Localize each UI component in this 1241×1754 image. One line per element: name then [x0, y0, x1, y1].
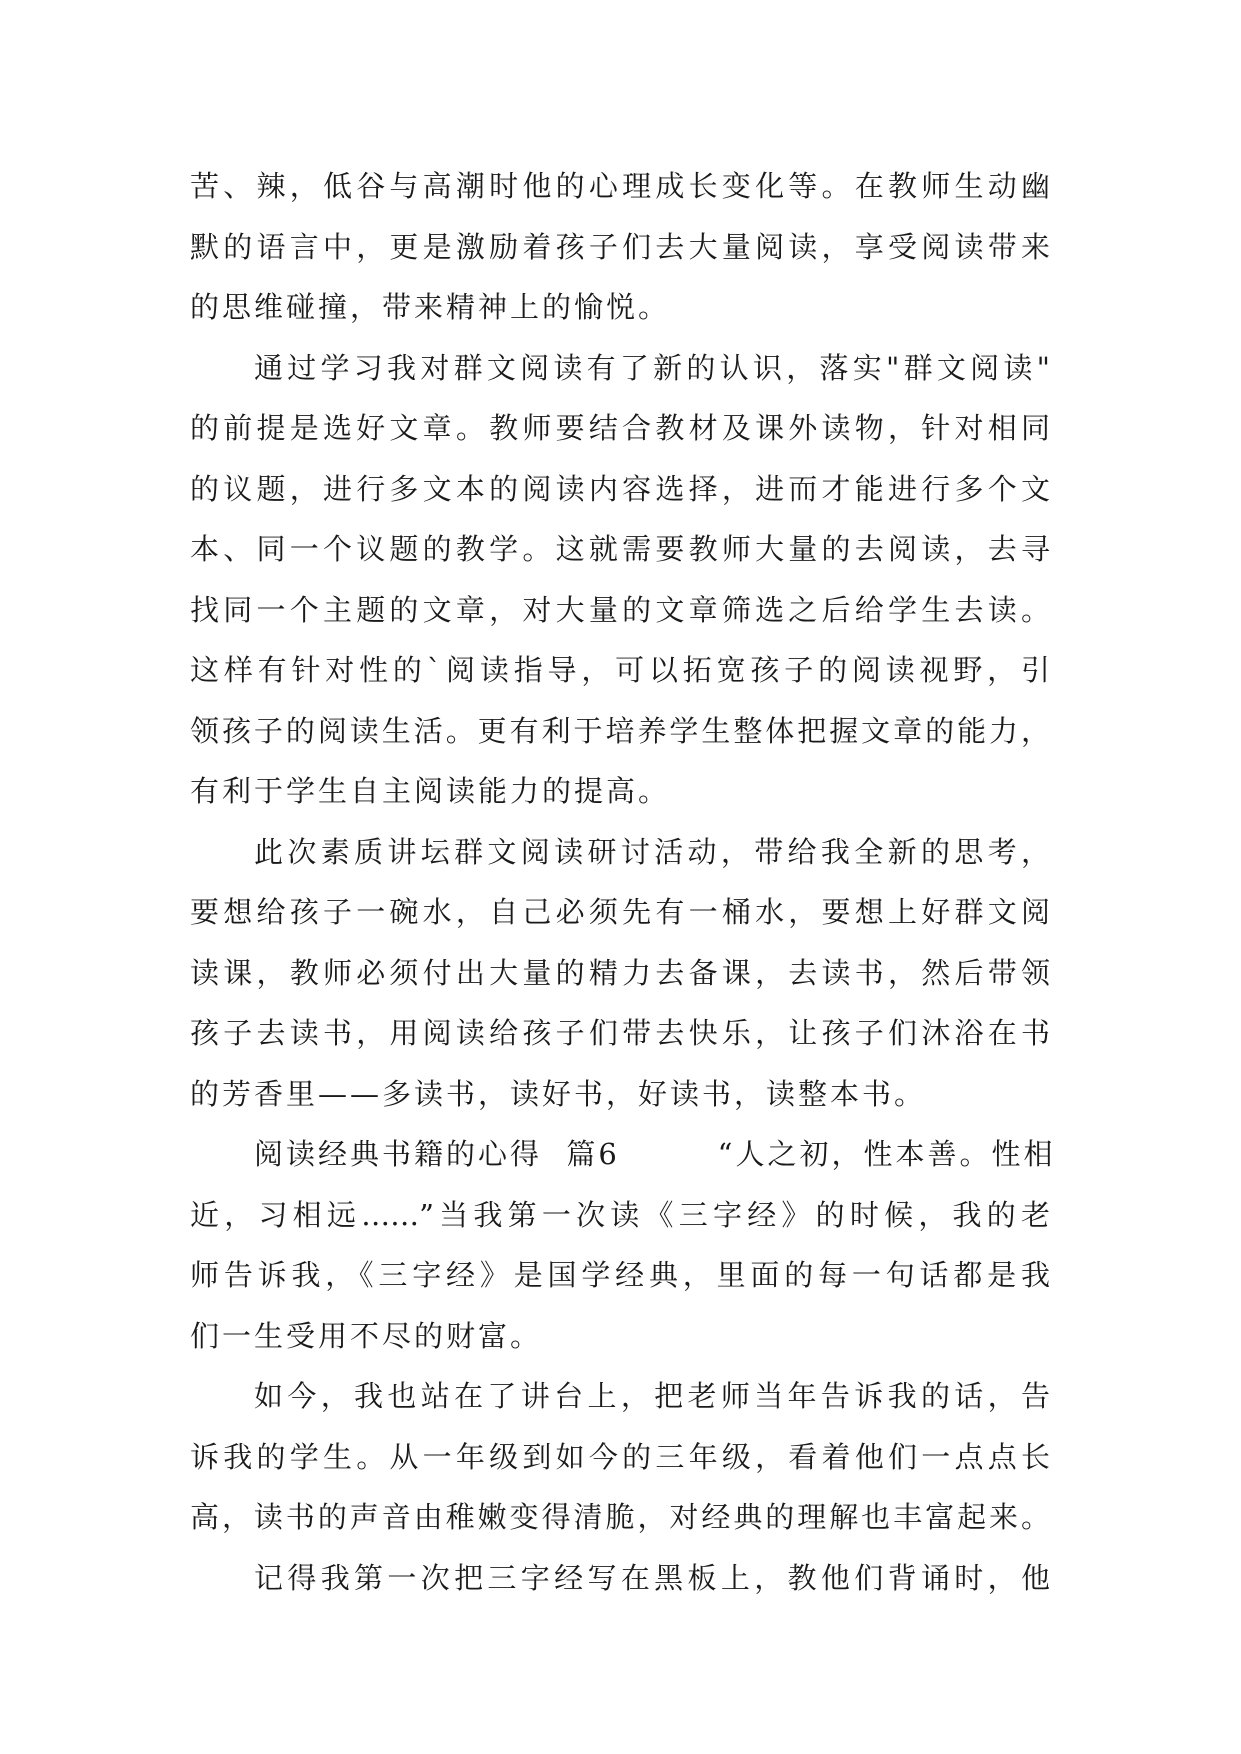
paragraph-first-line: 此次素质讲坛群文阅读研讨活动，带给我全新的思考， [254, 834, 1050, 869]
text-line: 近，习相远……”当我第一次读《三字经》的时候，我的老 [190, 1197, 1050, 1232]
paragraph-first-line: 如今，我也站在了讲台上，把老师当年告诉我的话，告 [254, 1379, 1050, 1413]
text-line: 默的语言中，更是激励着孩子们去大量阅读，享受阅读带来 [190, 229, 1050, 264]
text-line: 苦、辣，低谷与高潮时他的心理成长变化等。在教师生动幽 [190, 169, 1050, 203]
text-line: 的芳香里——多读书，读好书，好读书，读整本书。 [190, 1076, 927, 1111]
text-line: 们一生受用不尽的财富。 [190, 1318, 543, 1353]
text-line: 的思维碰撞，带来精神上的愉悦。 [190, 290, 671, 324]
paragraph-first-line: 通过学习我对群文阅读有了新的认识，落实"群文阅读" [254, 350, 1050, 385]
text-line: 的议题，进行多文本的阅读内容选择，进而才能进行多个文 [190, 471, 1050, 506]
text-line: 师告诉我，《三字经》是国学经典，里面的每一句话都是我 [190, 1258, 1050, 1292]
text-line: 的前提是选好文章。教师要结合教材及课外读物，针对相同 [190, 411, 1050, 445]
text-line: 本、同一个议题的教学。这就需要教师大量的去阅读，去寻 [190, 532, 1050, 566]
text-line: 孩子去读书，用阅读给孩子们带去快乐，让孩子们沐浴在书 [190, 1016, 1050, 1050]
text-line: 这样有针对性的`阅读指导，可以拓宽孩子的阅读视野，引 [190, 653, 1050, 687]
text-line: 高，读书的声音由稚嫩变得清脆，对经典的理解也丰富起来。 [190, 1500, 1050, 1534]
text-line: 有利于学生自主阅读能力的提高。 [190, 774, 671, 808]
text-line: 领孩子的阅读生活。更有利于培养学生整体把握文章的能力， [190, 713, 1050, 748]
text-line: 读课，教师必须付出大量的精力去备课，去读书，然后带领 [190, 955, 1050, 990]
section-heading-line: 阅读经典书籍的心得 篇6 “人之初，性本善。性相 [254, 1137, 1056, 1171]
text-line: 要想给孩子一碗水，自己必须先有一桶水，要想上好群文阅 [190, 895, 1050, 929]
document-body [190, 156, 1056, 1608]
text-line: 诉我的学生。从一年级到如今的三年级，看着他们一点点长 [190, 1439, 1050, 1474]
text-line: 找同一个主题的文章，对大量的文章筛选之后给学生去读。 [190, 592, 1050, 627]
paragraph-first-line: 记得我第一次把三字经写在黑板上，教他们背诵时，他 [254, 1560, 1050, 1595]
